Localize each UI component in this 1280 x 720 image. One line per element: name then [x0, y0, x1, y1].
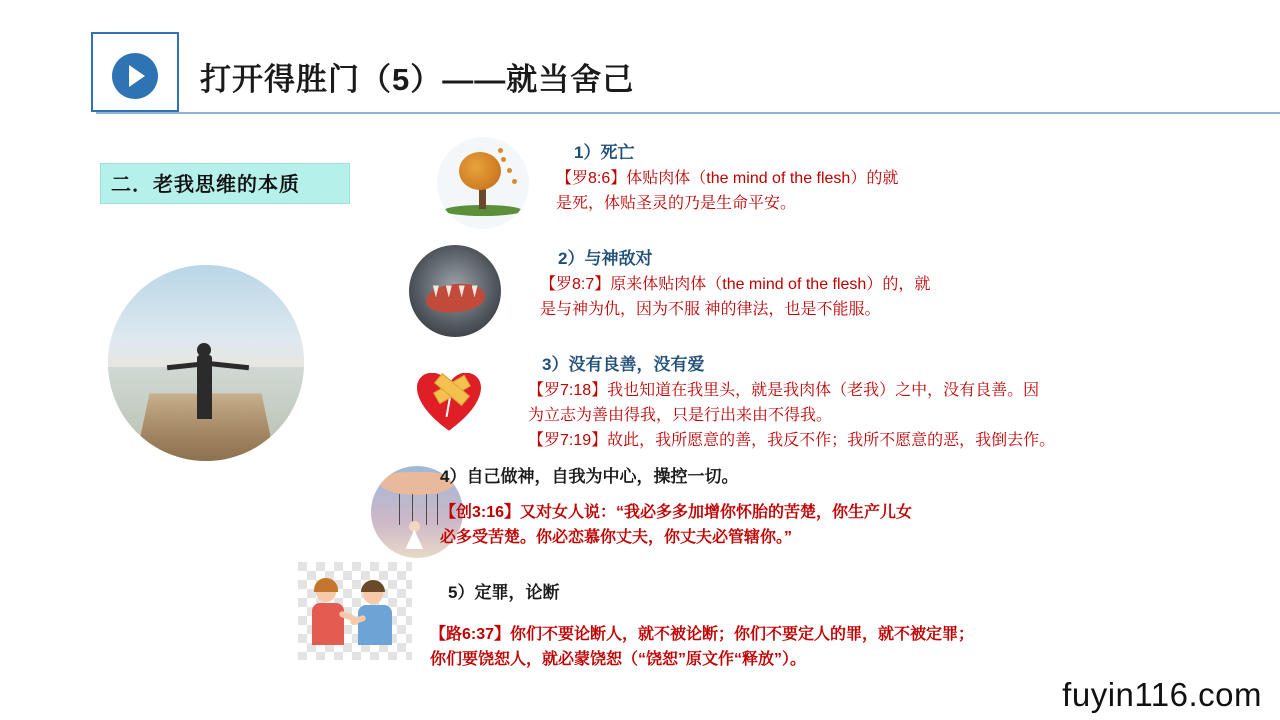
dock-photo: [108, 265, 304, 461]
puppet-doll-body: [405, 529, 423, 549]
puppet-string: [426, 494, 427, 525]
point-self-god-line-1: 【创3:16】又对女人说：“我必多多加增你怀胎的苦楚，你生产儿女: [440, 504, 913, 521]
point-death-heading: 1）死亡: [574, 143, 635, 162]
bandaged-heart-thumbnail: [403, 352, 495, 444]
header-divider: [96, 112, 1280, 114]
point-judging-line-1: 【路6:37】你们不要论断人，就不被论断；你们不要定人的罪，就不被定罪；: [430, 626, 975, 643]
tree-crown: [459, 152, 501, 191]
point-judging-heading: 5）定罪，论断: [448, 583, 560, 602]
person-one-body: [312, 603, 344, 645]
person-one-hair: [314, 578, 338, 592]
point-judging-line-2: 你们要饶恕人，就必蒙饶恕（“饶恕”原文作“释放”）。: [430, 650, 807, 668]
tree-leaf: [507, 168, 512, 173]
watermark: fuyin116.com: [1062, 676, 1262, 713]
point-self-god: [440, 462, 912, 551]
tree-leaf: [498, 148, 503, 153]
puppet-string: [412, 494, 413, 525]
puppet-doll-head: [409, 521, 420, 532]
person-two-hair: [361, 580, 385, 592]
point-judging: [430, 578, 974, 673]
point-self-god-heading: 4）自己做神，自我为中心，操控一切。: [440, 467, 739, 486]
point-no-good: [528, 350, 1055, 453]
point-no-good-heading: 3）没有良善，没有爱: [542, 355, 705, 374]
point-enmity-line-2: 是与神为仇，因为不服 神的律法，也是不能服。: [540, 300, 881, 318]
tree-leaf: [512, 179, 517, 184]
point-death: [556, 138, 898, 217]
point-death-line-1: 【罗8:6】体贴肉体（the mind of the flesh）的就: [556, 170, 899, 187]
autumn-tree-thumbnail: [437, 137, 529, 229]
point-no-good-line-2: 为立志为善由得我，只是行出来由不得我。: [528, 406, 833, 424]
point-death-line-2: 是死，体贴圣灵的乃是生命平安。: [556, 194, 797, 212]
point-self-god-line-2: 必多受苦楚。你必恋慕你丈夫，你丈夫必管辖你。”: [440, 528, 793, 546]
person-two-body: [358, 605, 392, 645]
point-enmity-heading: 2）与神敌对: [558, 249, 653, 268]
photo-man-body: [197, 355, 212, 419]
tree-leaf: [501, 157, 506, 162]
spacer: [440, 491, 912, 501]
two-people-arguing-thumbnail: [298, 562, 412, 660]
point-no-good-line-3: 【罗7:19】故此，我所愿意的善，我反不作；我所不愿意的恶，我倒去作。: [528, 431, 1056, 449]
play-button-icon: [112, 53, 158, 99]
puppet-string: [399, 494, 400, 525]
page-title: 打开得胜门（5）——就当舍己: [200, 62, 635, 97]
monster-beast-thumbnail: [409, 245, 501, 337]
point-enmity: [540, 244, 930, 323]
puppet-string: [437, 494, 438, 525]
point-no-good-line-1: 【罗7:18】我也知道在我里头，就是我肉体（老我）之中，没有良善。因: [528, 382, 1040, 399]
point-enmity-line-1: 【罗8:7】原来体贴肉体（the mind of the flesh）的，就: [540, 276, 931, 293]
spacer: [430, 607, 974, 623]
section-heading: 二．老我思维的本质: [100, 163, 350, 204]
